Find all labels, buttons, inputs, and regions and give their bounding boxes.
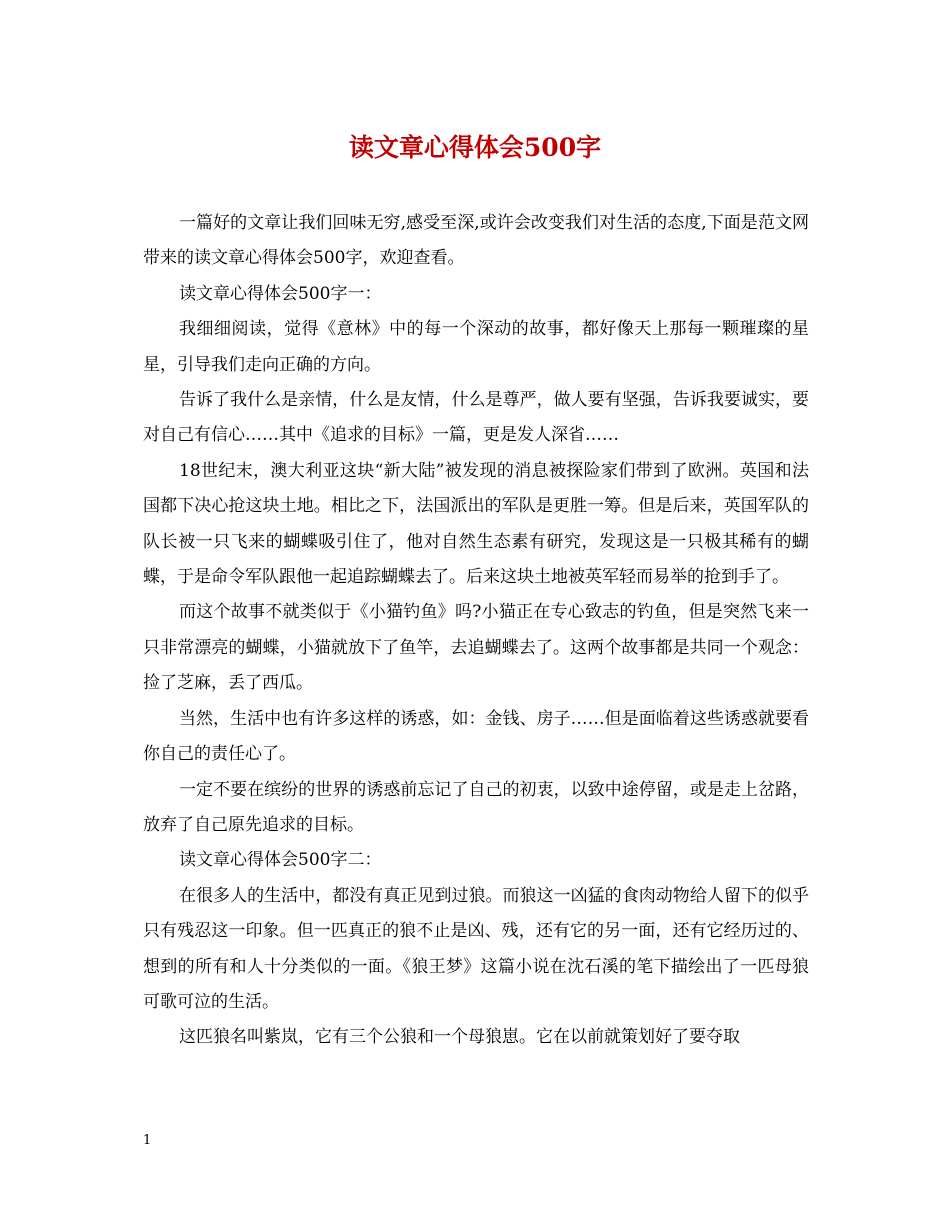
paragraph: 告诉了我什么是亲情，什么是友情，什么是尊严，做人要有坚强，告诉我要诚实，要对自己有信心……其中《追求的目标》一篇，更是发人深省……: [143, 390, 809, 446]
paragraph: 18世纪末，澳大利亚这块“新大陆”被发现的消息被探险家们带到了欧洲。英国和法国都下决心抢这块土地。相比之下，法国派出的军队是更胜一筹。但是后来，英国军队的队长被一只飞来的蝴蝶吸引住了，他对自然生态素有研究，发现这是一只极其稀有的蝴蝶，于是命令军队跟他一起追踪蝴蝶去了。后来这块土地被英军轻而易举的抢到手了。: [143, 460, 809, 588]
page-number: 1: [143, 1133, 152, 1148]
document-title: 读文章心得体会500字: [348, 133, 602, 162]
section-heading-one: 读文章心得体会500字一：: [179, 283, 382, 304]
paragraph: 一定不要在缤纷的世界的诱惑前忘记了自己的初衷，以致中途停留，或是走上岔路，放弃了自己原先追求的目标。: [143, 779, 809, 835]
paragraph: 当然，生活中也有许多这样的诱惑，如：金钱、房子……但是面临着这些诱惑就要看你自己的责任心了。: [143, 708, 809, 765]
section-heading-two: 读文章心得体会500字二：: [179, 850, 382, 871]
paragraph: 在很多人的生活中，都没有真正见到过狼。而狼这一凶猛的食肉动物给人留下的似乎只有残忍这一印象。但一匹真正的狼不止是凶、残，还有它的另一面，还有它经历过的、想到的所有和人十分类似的一面。《狼王梦》这篇小说在沈石溪的笔下描绘出了一匹母狼可歌可泣的生活。: [143, 885, 809, 1012]
paragraph: 我细细阅读，觉得《意林》中的每一个深动的故事，都好像天上那每一颗璀璨的星星，引导我们走向正确的方向。: [143, 319, 809, 375]
document-body: [143, 206, 809, 1056]
paragraph-intro: 一篇好的文章让我们回味无穷,感受至深,或许会改变我们对生活的态度,下面是范文网带来的读文章心得体会500字，欢迎查看。: [143, 213, 809, 269]
paragraph: 而这个故事不就类似于《小猫钓鱼》吗?小猫正在专心致志的钓鱼，但是突然飞来一只非常漂亮的蝴蝶，小猫就放下了鱼竿，去追蝴蝶去了。这两个故事都是共同一个观念：捡了芝麻，丢了西瓜。: [143, 602, 809, 694]
paragraph: 这匹狼名叫紫岚，它有三个公狼和一个母狼崽。它在以前就策划好了要夺取: [179, 1027, 740, 1048]
